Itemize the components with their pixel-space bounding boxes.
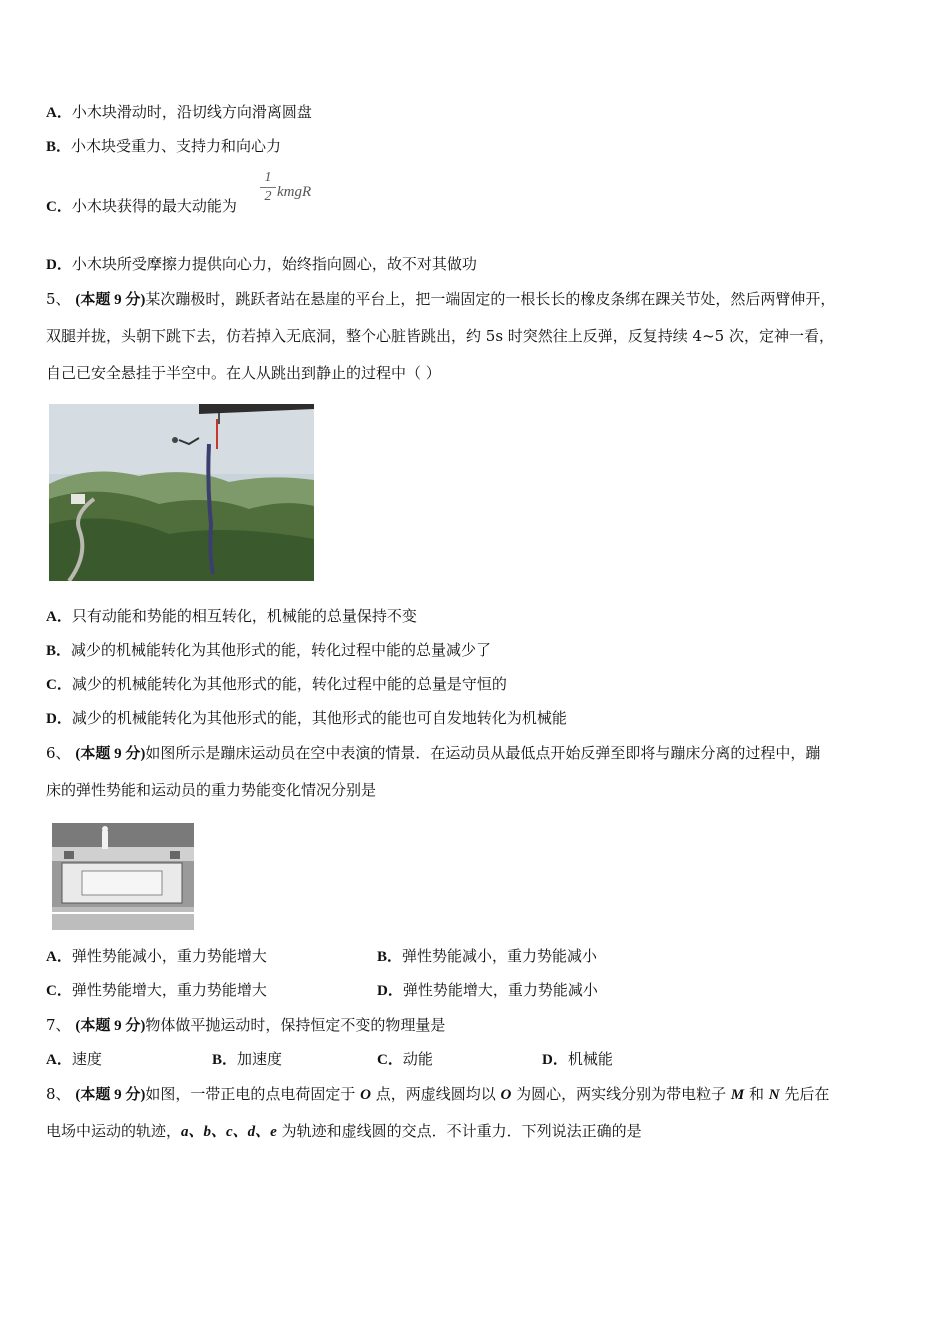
- option-label: D．: [46, 257, 72, 273]
- stem-text: 电场中运动的轨迹，: [46, 1122, 182, 1140]
- q5-stem-line3: 自己已安全悬挂于半空中。在人从跳出到静止的过程中（ ）: [46, 364, 441, 382]
- stem-text: 先后在: [779, 1085, 830, 1103]
- stem-text: 如图所示是蹦床运动员在空中表演的情景．在运动员从最低点开始反弹至即将与蹦床分离的过程中，蹦: [145, 744, 821, 762]
- score-tag: (本题 9 分): [75, 1087, 146, 1103]
- q8-stem-line2: [46, 1121, 642, 1142]
- option-label: D．: [377, 983, 403, 999]
- option-label: C．: [377, 1052, 403, 1068]
- q5-option-b: [46, 640, 491, 661]
- q4-option-d: [46, 254, 477, 275]
- stem-text: 为轨迹和虚线圆的交点．不计重力．下列说法正确的是: [276, 1122, 642, 1140]
- q4-option-b: [46, 136, 281, 157]
- stem-text: 为圆心，两实线分别为带电粒子: [511, 1085, 731, 1103]
- q4-option-a: [46, 102, 312, 123]
- q5-stem-line1: [46, 289, 835, 310]
- option-text: 弹性势能减小，重力势能增大: [71, 947, 267, 965]
- stem-text: 和: [744, 1085, 769, 1103]
- trampoline-photo: [52, 823, 194, 930]
- q7-stem: [46, 1015, 445, 1036]
- option-text: 小木块受重力、支持力和向心力: [71, 137, 282, 155]
- var-n: N: [768, 1087, 780, 1103]
- q7-option-c: [377, 1049, 433, 1070]
- option-text: 小木块获得的最大动能为: [71, 197, 237, 215]
- option-text: 机械能: [567, 1050, 613, 1068]
- q5-option-d: [46, 708, 567, 729]
- option-text: 弹性势能增大，重力势能增大: [71, 981, 267, 999]
- option-label: B．: [377, 949, 403, 965]
- stem-text: 某次蹦极时，跳跃者站在悬崖的平台上，把一端固定的一根长长的橡皮条绑在踝关节处，然后两臂伸开，: [145, 290, 836, 308]
- option-text: 弹性势能减小，重力势能减小: [402, 947, 598, 965]
- var-o: O: [360, 1087, 371, 1103]
- score-tag: (本题 9 分): [75, 746, 146, 762]
- option-text: 弹性势能增大，重力势能减小: [402, 981, 598, 999]
- option-label: A．: [46, 1052, 72, 1068]
- q4-option-c: [46, 196, 237, 217]
- stem-text: 如图，一带正电的点电荷固定于: [145, 1085, 361, 1103]
- question-number: 5、: [46, 290, 71, 308]
- q5-stem-line2: 双腿并拢，头朝下跳下去，仿若掉入无底洞，整个心脏皆跳出，约 5s 时突然往上反弹，反复持续 4~5 次，定神一看，: [46, 327, 834, 345]
- q7-option-a: [46, 1049, 102, 1070]
- option-label: D．: [542, 1052, 568, 1068]
- q5-option-c: [46, 674, 507, 695]
- option-text: 小木块所受摩擦力提供向心力，始终指向圆心，故不对其做功: [71, 255, 477, 273]
- var-points: a、b、c、d、e: [181, 1124, 277, 1140]
- option-text: 动能: [402, 1050, 433, 1068]
- option-label: B．: [46, 643, 72, 659]
- option-text: 小木块滑动时，沿切线方向滑离圆盘: [71, 103, 312, 121]
- option-text: 减少的机械能转化为其他形式的能，转化过程中能的总量减少了: [71, 641, 492, 659]
- option-label: C．: [46, 983, 72, 999]
- q8-stem-line1: [46, 1084, 829, 1105]
- q6-option-d: [377, 980, 598, 1001]
- q5-option-a: [46, 606, 417, 627]
- question-number: 8、: [46, 1085, 71, 1103]
- q7-option-d: [542, 1049, 613, 1070]
- q7-option-b: [212, 1049, 282, 1070]
- stem-text: 物体做平抛运动时，保持恒定不变的物理量是: [145, 1016, 446, 1034]
- score-tag: (本题 9 分): [75, 292, 146, 308]
- q6-stem-line1: [46, 743, 820, 764]
- q6-option-b: [377, 946, 597, 967]
- q6-option-c: [46, 980, 267, 1001]
- question-number: 6、: [46, 744, 71, 762]
- fraction-one-half: [260, 170, 276, 205]
- option-label: B．: [212, 1052, 238, 1068]
- option-text: 只有动能和势能的相互转化，机械能的总量保持不变: [71, 607, 417, 625]
- q6-option-a: [46, 946, 267, 967]
- question-number: 7、: [46, 1016, 71, 1034]
- option-label: B．: [46, 139, 72, 155]
- var-o: O: [500, 1087, 512, 1103]
- stem-text: 点，两虚线圆均以: [370, 1085, 501, 1103]
- option-label: A．: [46, 609, 72, 625]
- option-text: 减少的机械能转化为其他形式的能，转化过程中能的总量是守恒的: [71, 675, 507, 693]
- option-label: C．: [46, 199, 72, 215]
- option-label: A．: [46, 105, 72, 121]
- option-label: A．: [46, 949, 72, 965]
- bungee-photo: [49, 404, 314, 581]
- var-m: M: [730, 1087, 745, 1103]
- fraction-denominator: 2: [264, 189, 272, 204]
- fraction-numerator: 1: [264, 170, 272, 185]
- option-label: C．: [46, 677, 72, 693]
- q6-stem-line2: 床的弹性势能和运动员的重力势能变化情况分别是: [46, 781, 377, 799]
- score-tag: (本题 9 分): [75, 1018, 146, 1034]
- option-label: D．: [46, 711, 72, 727]
- option-text: 加速度: [237, 1050, 283, 1068]
- option-text: 减少的机械能转化为其他形式的能，其他形式的能也可自发地转化为机械能: [71, 709, 567, 727]
- formula-kmgr: kmgR: [277, 184, 312, 200]
- option-text: 速度: [71, 1050, 102, 1068]
